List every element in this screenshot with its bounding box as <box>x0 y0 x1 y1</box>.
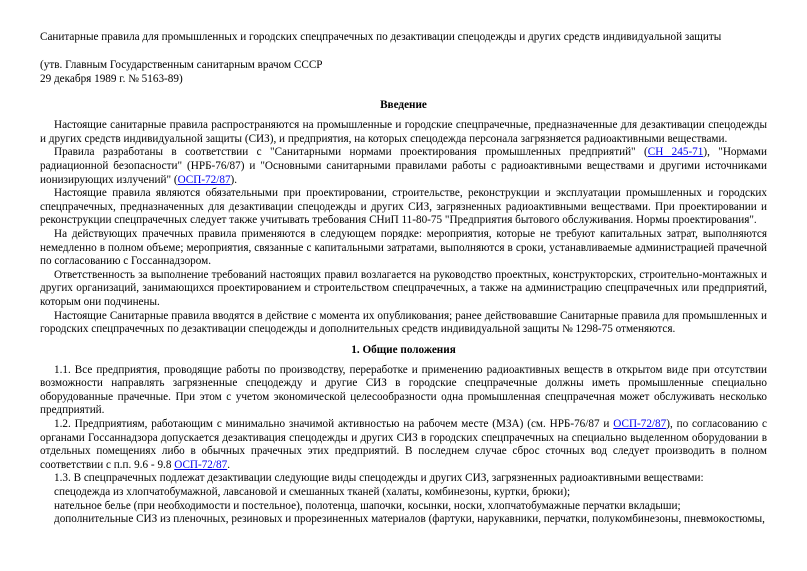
approval-line-1: (утв. Главным Государственным санитарным врачом СССР <box>40 59 323 71</box>
approval-block <box>40 59 767 86</box>
intro-paragraph-2 <box>40 146 767 187</box>
list-item: нательное белье (при необходимости и постельное), полотенца, шапочки, косынки, носки, хлопчатобумажные перчатки вкладыши; <box>54 499 681 512</box>
document-title: Санитарные правила для промышленных и городских спецпрачечных по дезактивации спецодежды и других средств индивидуальной защиты <box>40 31 722 43</box>
link-osp-72-87-b[interactable]: ОСП-72/87 <box>174 458 228 471</box>
intro-p2-text-b: ), "Нормами радиационной безопасности" (НРБ-76/87) и "Основными санитарными правилами работы с радиоактивными веществами и другими источниками ионизирующих излучений" ( <box>40 146 767 186</box>
paragraph-1-1: 1.1. Все предприятия, проводящие работы по производству, переработке и применению радиоактивных веществ в открытом виде при отсутствии возможности направлять загрязненные спецодежду и другие СИЗ в городские спецпрачечные должны иметь промышленные специально оборудованные прачечные. При этом с учетом экономической целесообразности одна промышленная спецпрачечная может обслуживать несколько предприятий. <box>40 363 767 417</box>
intro-p2-text-a: Правила разработаны в соответствии с "Санитарными нормами проектирования промышленных предприятий" ( <box>54 146 648 159</box>
p1-2-text-b: ), по согласованию с органами Госсаннадзора допускается дезактивация спецодежды и других СИЗ в городских спецпрачечных на специально выделенном оборудовании в отдельных помещениях либо в обычных прачечных этих предприятий. В последнем случае сброс сточных вод следует производить в полном соответствии с п.п. 9.6 - 9.8 <box>40 418 767 471</box>
list-item: дополнительные СИЗ из пленочных, резиновых и прорезиненных материалов (фартуки, нарукавники, перчатки, полукомбинезоны, пневмокостюмы, <box>54 513 765 526</box>
intro-p2-text-c: ). <box>230 173 238 186</box>
paragraph-1-2 <box>40 418 767 472</box>
p1-2-text-a: 1.2. Предприятиям, работающим с минимально значимой активностью на рабочем месте (МЗА) (см. НРБ-76/87 и <box>54 418 614 431</box>
section-1-heading: 1. Общие положения <box>351 343 456 356</box>
intro-heading: Введение <box>380 99 427 112</box>
intro-paragraph-4: На действующих прачечных правила применяются в следующем порядке: мероприятия, которые не требуют капитальных затрат, выполняются немедленно в полном объеме; мероприятия, связанные с капитальными затратами, выполняются в сроки, устанавливаемые администрацией прачечной по согласованию с Госсаннадзором. <box>40 227 767 268</box>
intro-paragraph-1: Настоящие санитарные правила распространяются на промышленные и городские спецпрачечные, предназначенные для дезактивации спецодежды и других средств индивидуальной защиты (СИЗ), и предприятия, на которых спецодежда персонала загрязняется радиоактивными веществами. <box>40 119 767 145</box>
p1-2-text-c: . <box>227 458 230 471</box>
approval-line-2: 29 декабря 1989 г. № 5163-89) <box>40 72 183 85</box>
paragraph-1-3: 1.3. В спецпрачечных подлежат дезактивации следующие виды спецодежды и других СИЗ, загрязненных радиоактивными веществами: <box>54 472 704 485</box>
link-sn-245-71[interactable]: СН 245-71 <box>647 146 704 159</box>
list-item: спецодежда из хлопчатобумажной, лавсановой и смешанных тканей (халаты, комбинезоны, куртки, брюки); <box>54 486 571 499</box>
link-osp-72-87[interactable]: ОСП-72/87 <box>177 173 231 186</box>
intro-paragraph-6: Настоящие Санитарные правила вводятся в действие с момента их опубликования; ранее действовавшие Санитарные правила для промышленных и городских спецпрачечных по дезактивации спецодежды и дополнительных средств индивидуальной защиты № 1298-75 отменяются. <box>40 309 767 336</box>
intro-paragraph-3: Настоящие правила являются обязательными при проектировании, строительстве, реконструкции и эксплуатации промышленных и городских спецпрачечных, предназначенных для дезактивации спецодежды и других СИЗ, загрязненных радиоактивными веществами. При проектировании и реконструкции спецпрачечных следует также учитывать требования СНиП 11-80-75 "Предприятия бытового обслуживания. Нормы проектирования". <box>40 187 767 227</box>
link-osp-72-87-a[interactable]: ОСП-72/87 <box>613 418 667 431</box>
intro-paragraph-5: Ответственность за выполнение требований настоящих правил возлагается на руководство проектных, конструкторских, строительно-монтажных и других организаций, занимающихся проектированием и строительством спецпрачечных, а также на администрацию спецпрачечных или предприятий, которым они подчинены. <box>40 268 767 308</box>
